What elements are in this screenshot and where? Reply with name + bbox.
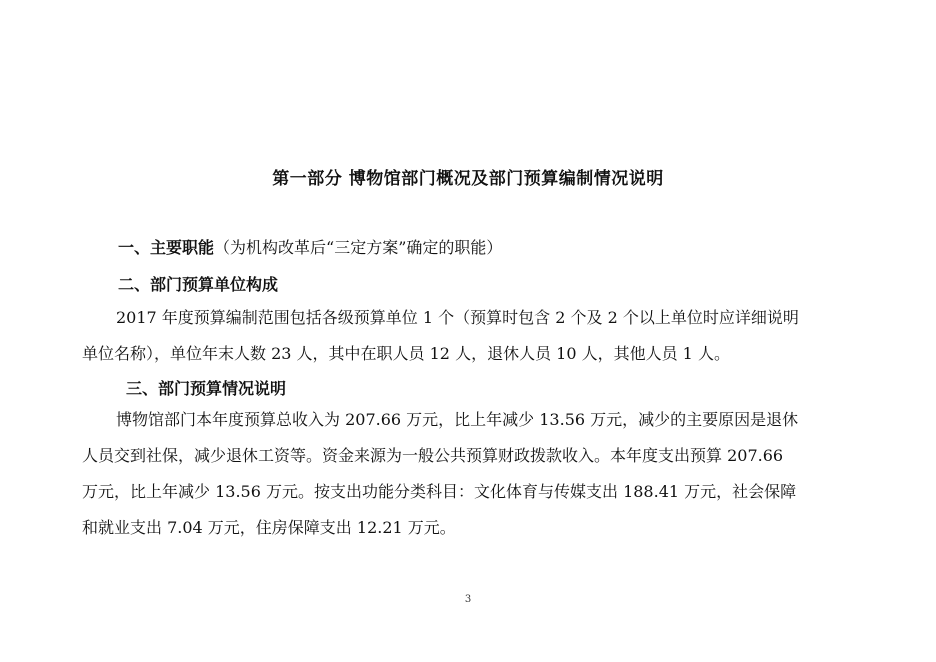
- paragraph-line: 人员交到社保，减少退休工资等。资金来源为一般公共预算财政拨款收入。本年度支出预算 207.66: [82, 446, 784, 465]
- paragraph-line: 单位名称），单位年末人数 23 人，其中在职人员 12 人，退休人员 10 人，其他人员 1 人。: [82, 344, 730, 363]
- paragraph-line: 万元，比上年减少 13.56 万元。按支出功能分类科目：文化体育与传媒支出 188.41 万元，社会保障: [82, 482, 797, 501]
- section-1-note: （为机构改革后“三定方案”确定的职能）: [214, 238, 503, 257]
- section-1-heading: 一、主要职能: [118, 238, 215, 257]
- paragraph-line: 2017 年度预算编制范围包括各级预算单位 1 个（预算时包含 2 个及 2 个以上单位时应详细说明: [116, 308, 799, 327]
- section-3-heading: 三、部门预算情况说明: [126, 379, 287, 398]
- document-title: 第一部分 博物馆部门概况及部门预算编制情况说明: [272, 169, 664, 189]
- paragraph-line: 博物馆部门本年度预算总收入为 207.66 万元，比上年减少 13.56 万元，减少的主要原因是退休: [116, 410, 799, 429]
- paragraph-line: 和就业支出 7.04 万元，住房保障支出 12.21 万元。: [82, 518, 456, 537]
- section-1-heading-row: [118, 235, 502, 258]
- section-3-paragraph: [82, 402, 860, 546]
- page-number: 3: [464, 594, 472, 605]
- section-2-paragraph: [82, 300, 860, 372]
- section-2-heading: 二、部门预算单位构成: [118, 275, 279, 294]
